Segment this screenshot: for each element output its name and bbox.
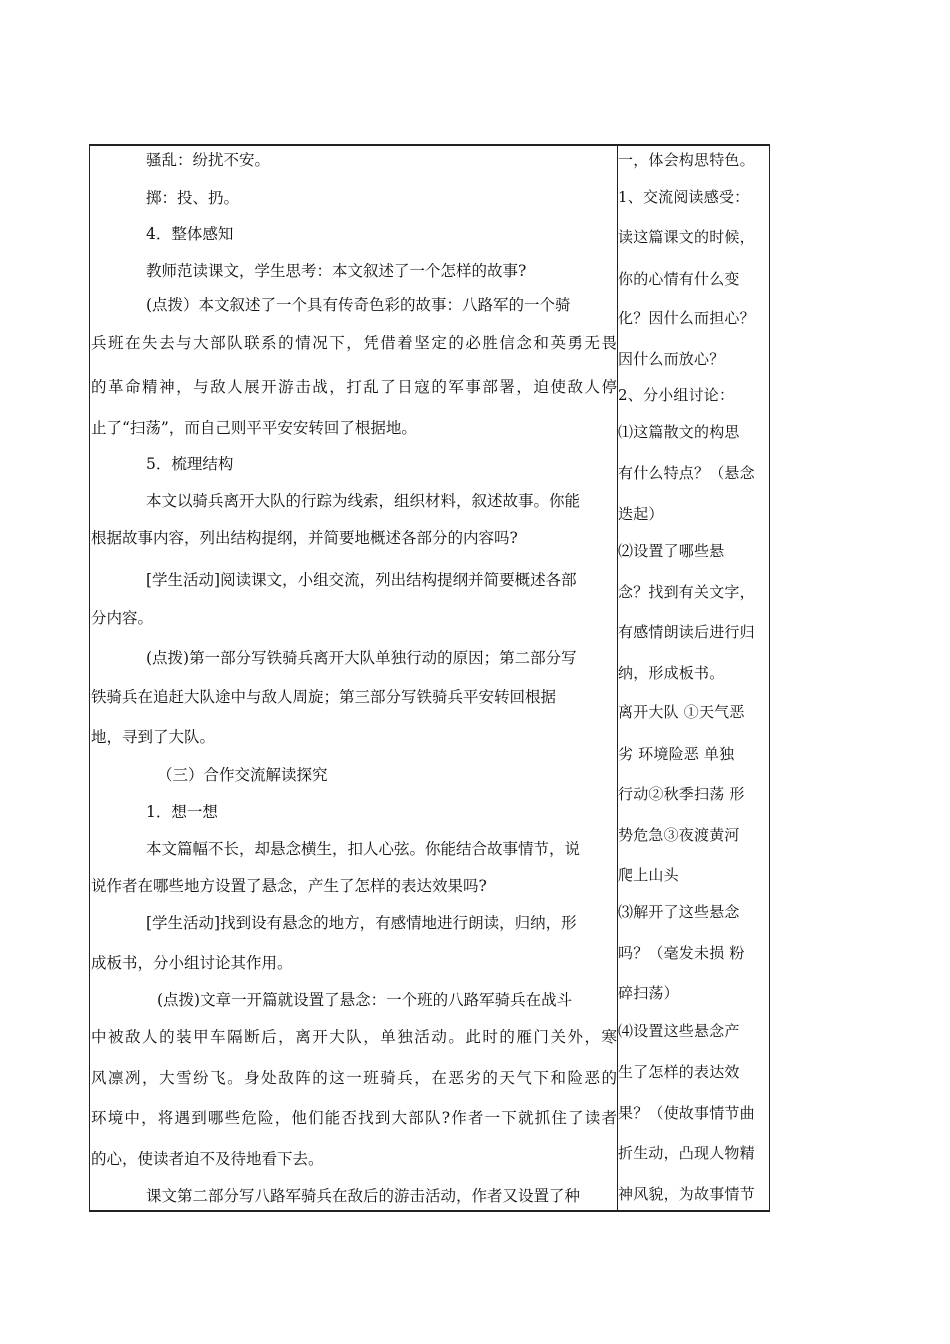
note-line: 有感情朗读后进行归 [618,623,755,641]
note-line: ⑶解开了这些悬念 [618,903,740,921]
teaching-notes-column [618,145,770,1209]
section-heading: （三）合作交流解读探究 [157,766,328,784]
note-line: 化？因什么而担心？ [618,309,755,327]
note-line: 纳，形成板书。 [618,664,725,682]
lesson-content-column [91,145,617,1209]
text-line: 风凛冽，大雪纷飞。身处敌阵的这一班骑兵，在恶劣的天气下和险恶的 [91,1069,617,1087]
note-line: 果？（使故事情节曲 [618,1104,755,1122]
note-line: 你的心情有什么变 [618,270,740,288]
note-line: 折生动，凸现人物精 [618,1144,755,1162]
text-line: 止了“扫荡”，而自己则平平安安转回了根据地。 [91,419,417,437]
text-line: 本文篇幅不长，却悬念横生，扣人心弦。你能结合故事情节，说 [146,840,581,858]
text-line: (点拨)文章一开篇就设置了悬念：一个班的八路军骑兵在战斗 [157,991,573,1009]
note-line: 爬上山头 [618,866,679,884]
text-line: 地，寻到了大队。 [91,728,216,746]
text-line: 环境中，将遇到哪些危险，他们能否找到大部队?作者一下就抓住了读者 [91,1109,617,1127]
section-heading: 5．梳理结构 [146,455,234,473]
note-line: 行动②秋季扫荡 形 [618,785,745,803]
text-line: 分内容。 [91,609,154,627]
note-line: 念？找到有关文字， [618,583,755,601]
text-line: 根据故事内容，列出结构提纲，并简要地概述各部分的内容吗? [91,529,518,547]
text-line: 骚乱：纷扰不安。 [146,151,271,169]
note-line: 2、分小组讨论： [618,386,735,404]
note-line: 碎扫荡） [618,984,679,1002]
note-line: 生了怎样的表达效 [618,1063,740,1081]
note-line: 劣 环境险恶 单独 [618,745,735,763]
note-line: 1、交流阅读感受： [618,188,750,206]
text-line: 说作者在哪些地方设置了悬念，产生了怎样的表达效果吗? [91,877,487,895]
text-line: 的心，使读者迫不及待地看下去。 [91,1150,324,1168]
text-line: 中被敌人的装甲车隔断后，离开大队，单独活动。此时的雁门关外，寒 [91,1028,617,1046]
note-line: 有什么特点？（悬念 [618,464,755,482]
text-line: (点拨)第一部分写铁骑兵离开大队单独行动的原因；第二部分写 [146,649,577,667]
text-line: [学生活动]阅读课文，小组交流，列出结构提纲并简要概述各部 [146,571,577,589]
section-heading: 1．想一想 [146,803,218,821]
note-line: ⑵设置了哪些悬 [618,542,725,560]
note-line: 离开大队 ①天气恶 [618,703,745,721]
note-line: 势危急③夜渡黄河 [618,826,740,844]
text-line: 铁骑兵在追赶大队途中与敌人周旋；第三部分写铁骑兵平安转回根据 [91,688,557,706]
note-line: 神风貌，为故事情节 [618,1185,755,1203]
section-heading: 4．整体感知 [146,225,234,243]
note-line: 迭起） [618,505,664,523]
note-line: ⑴这篇散文的构思 [618,423,740,441]
note-line: 读这篇课文的时候， [618,228,755,246]
text-line: 成板书，分小组讨论其作用。 [91,954,293,972]
text-line: (点拨）本文叙述了一个具有传奇色彩的故事：八路军的一个骑 [146,296,571,314]
text-line: 兵班在失去与大部队联系的情况下，凭借着坚定的必胜信念和英勇无畏 [91,334,617,352]
text-line: [学生活动]找到设有悬念的地方，有感情地进行朗读，归纳，形 [146,914,577,932]
note-line: 吗？（毫发未损 粉 [618,944,745,962]
text-line: 教师范读课文，学生思考：本文叙述了一个怎样的故事? [146,262,527,280]
note-line: ⑷设置这些悬念产 [618,1022,740,1040]
text-line: 课文第二部分写八路军骑兵在敌后的游击活动，作者又设置了种 [146,1187,581,1205]
note-line: 因什么而放心？ [618,350,725,368]
text-line: 的革命精神，与敌人展开游击战，打乱了日寇的军事部署，迫使敌人停 [91,378,617,396]
text-line: 掷：投、扔。 [146,189,240,207]
text-line: 本文以骑兵离开大队的行踪为线索，组织材料，叙述故事。你能 [146,492,581,510]
note-line: 一，体会构思特色。 [618,151,755,169]
